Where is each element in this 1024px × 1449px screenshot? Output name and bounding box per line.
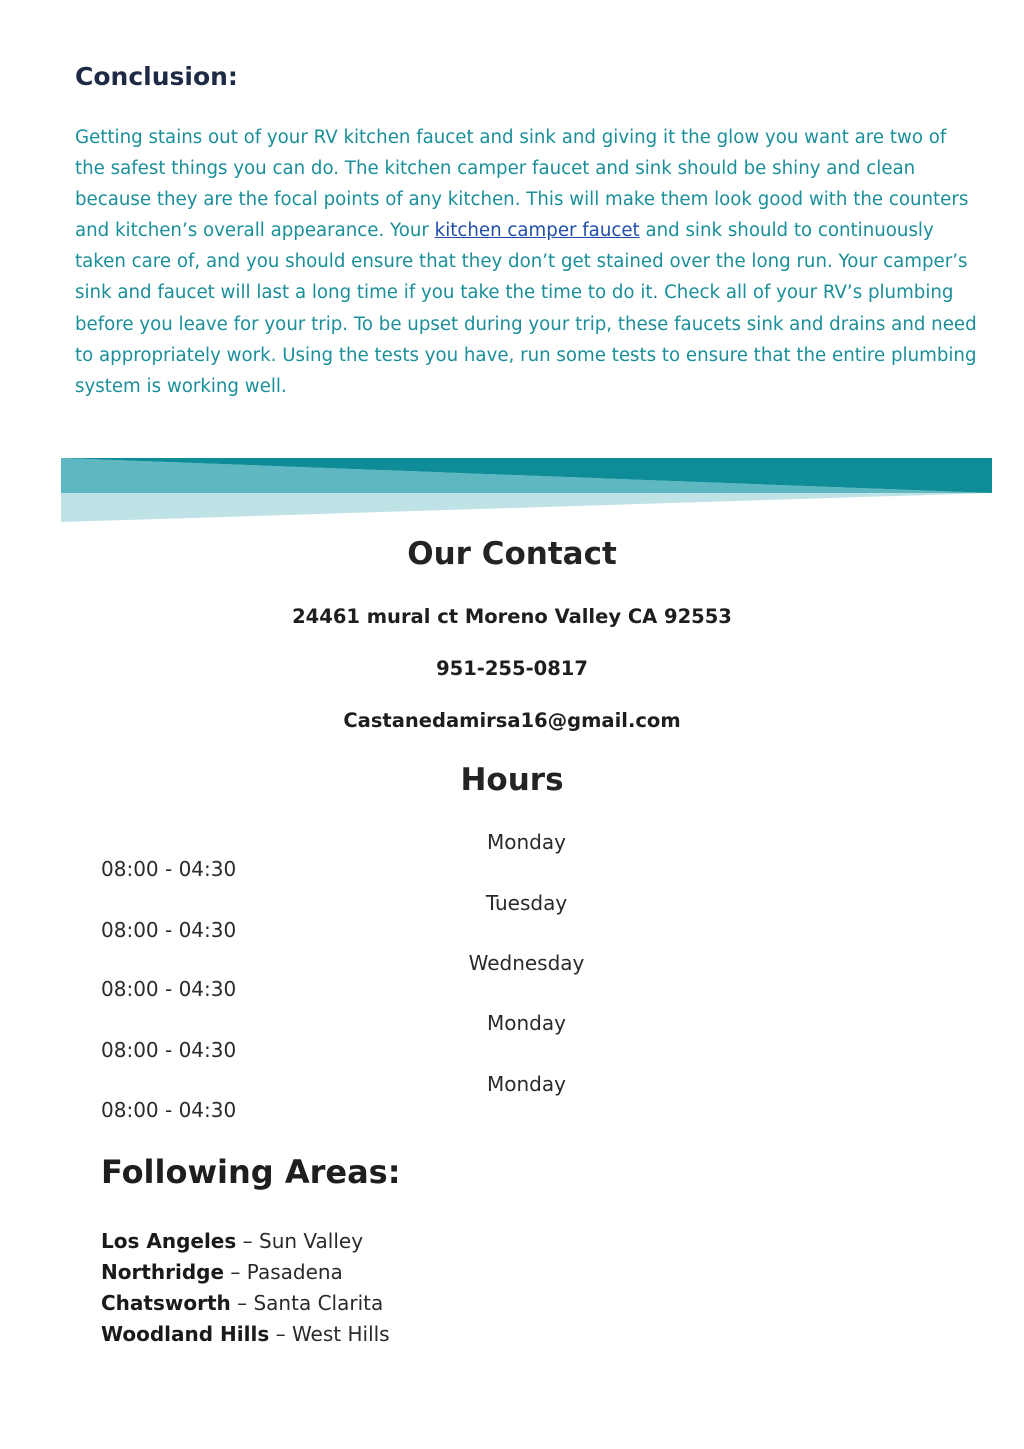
hours-title: Hours <box>460 762 564 798</box>
conclusion-text-end: and sink should to continuously taken care of, and you should ensure that they don’t get stained over the long run. Your camper’s sink and faucet will last a long time if you take the time to do it. Check all of your RV’s plumbing before you leave for your trip. To be upset during your trip, these faucets sink and drains and need to appropriately work. Using the tests you have, run some tests to ensure that the entire plumbing system is working well. <box>75 220 977 397</box>
conclusion-paragraph <box>75 122 980 402</box>
hours-time: 08:00 - 04:30 <box>101 977 237 1001</box>
conclusion-heading: Conclusion: <box>75 62 238 91</box>
hours-time: 08:00 - 04:30 <box>101 857 237 881</box>
area-item <box>101 1226 390 1257</box>
area-secondary: – Santa Clarita <box>230 1291 384 1315</box>
area-item <box>101 1319 390 1350</box>
hours-day: Monday <box>487 1072 566 1096</box>
contact-phone[interactable]: 951-255-0817 <box>436 657 588 680</box>
area-primary: Chatsworth <box>101 1291 231 1315</box>
contact-address: 24461 mural ct Moreno Valley CA 92553 <box>292 605 732 628</box>
areas-list <box>101 1226 390 1350</box>
area-item <box>101 1288 390 1319</box>
area-item <box>101 1257 390 1288</box>
kitchen-camper-faucet-link[interactable]: kitchen camper faucet <box>434 220 640 242</box>
area-secondary: – Pasadena <box>224 1260 343 1284</box>
hours-day: Monday <box>487 1011 566 1035</box>
hours-time: 08:00 - 04:30 <box>101 1038 237 1062</box>
hours-time: 08:00 - 04:30 <box>101 1098 237 1122</box>
hours-time: 08:00 - 04:30 <box>101 918 237 942</box>
hours-day: Wednesday <box>468 951 585 975</box>
hours-day: Tuesday <box>485 891 568 915</box>
contact-email[interactable]: Castanedamirsa16@gmail.com <box>343 709 681 732</box>
area-primary: Los Angeles <box>101 1229 237 1253</box>
area-secondary: – West Hills <box>269 1322 390 1346</box>
decorative-banner <box>61 458 992 522</box>
contact-title: Our Contact <box>407 536 617 572</box>
area-primary: Northridge <box>101 1260 225 1284</box>
areas-title: Following Areas: <box>101 1153 401 1191</box>
area-secondary: – Sun Valley <box>236 1229 364 1253</box>
conclusion-text-start: Getting stains out of your RV kitchen faucet and sink and giving it the glow you want are two of the safest things you can do. The kitchen camper faucet and sink should be shiny and clean because they are the focal points of any kitchen. This will make them look good with the counters and kitchen’s overall appearance. Your <box>75 127 969 242</box>
area-primary: Woodland Hills <box>101 1322 270 1346</box>
hours-day: Monday <box>487 830 566 854</box>
